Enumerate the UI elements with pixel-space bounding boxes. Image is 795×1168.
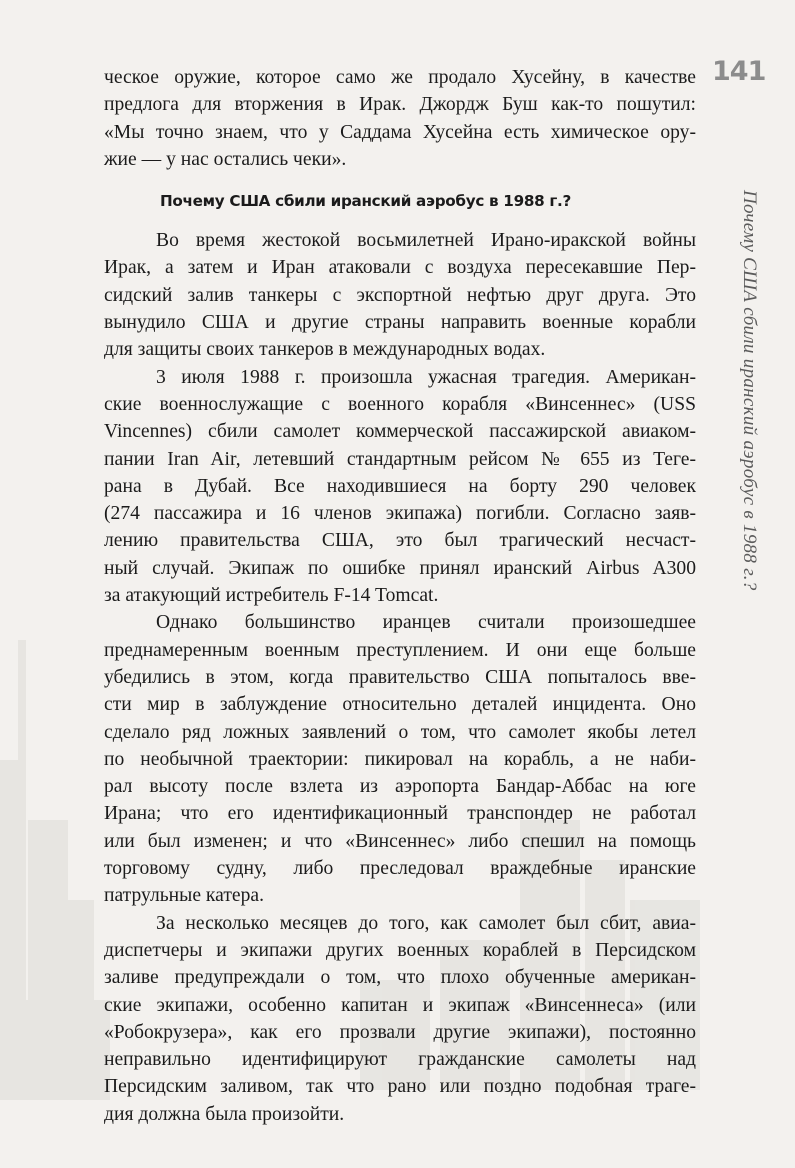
text-line: дия должна была произойти. [104, 1103, 345, 1125]
text-line: для защиты своих танкеров в международных водах. [104, 339, 546, 361]
text-line: Персидским заливом, так что рано или поздно подобная траге- [104, 1076, 696, 1098]
text-line: 3 июля 1988 г. произошла ужасная трагедия. Американ- [156, 366, 696, 388]
text-line: (274 пассажира и 16 членов экипажа) погибли. Согласно заяв- [104, 503, 696, 525]
text-line: заливе предупреждали о том, что плохо обученные американ- [104, 967, 696, 989]
text-line: лению правительства США, это был трагический несчаст- [104, 530, 696, 552]
text-line: предлога для вторжения в Ирак. Джордж Буш как-то пошутил: [104, 94, 696, 116]
running-head: Почему США сбили иранский аэробус в 1988 г.? [739, 190, 760, 591]
text-line: за атакующий истребитель F-14 Tomcat. [104, 585, 439, 607]
text-line: сти мир в заблуждение относительно деталей инцидента. Оно [104, 694, 696, 716]
text-line: неправильно идентифицируют гражданские самолеты над [104, 1049, 696, 1071]
text-line: рана в Дубай. Все находившиеся на борту 290 человек [104, 475, 696, 497]
text-line: Во время жестокой восьмилетней Ирано-иракской войны [156, 230, 696, 252]
page-number: 141 [712, 56, 766, 87]
body-text [104, 64, 696, 1128]
paragraph-5 [104, 910, 696, 1128]
text-line: Ирак, а затем и Иран атаковали с воздуха пересекавшие Пер- [104, 257, 696, 279]
text-line: по необычной траектории: пикировал на корабль, а не наби- [104, 748, 696, 770]
text-line: ный случай. Экипаж по ошибке принял иранский Airbus A300 [104, 557, 696, 579]
text-line: За несколько месяцев до того, как самолет был сбит, авиа- [156, 912, 696, 934]
text-line: убедились в этом, когда правительство США попыталось вве- [104, 666, 696, 688]
text-line: сделало ряд ложных заявлений о том, что самолет якобы летел [104, 721, 696, 743]
text-line: «Мы точно знаем, что у Саддама Хусейна есть химическое ору- [104, 121, 696, 143]
text-line: Vincennes) сбили самолет коммерческой пассажирской авиаком- [104, 421, 696, 443]
text-line: рал высоту после взлета из аэропорта Бандар-Аббас на юге [104, 776, 696, 798]
text-line: ские военнослужащие с военного корабля «Винсеннес» (USS [104, 393, 696, 415]
paragraph-3 [104, 364, 696, 610]
text-line: патрульные катера. [104, 885, 264, 907]
paragraph-2 [104, 227, 696, 363]
paragraph-1 [104, 64, 696, 173]
text-line: или был изменен; и что «Винсеннес» либо спешил на помощь [104, 830, 696, 852]
section-heading: Почему США сбили иранский аэробус в 1988 г.? [160, 192, 571, 211]
text-line: жие — у нас остались чеки». [104, 148, 347, 170]
text-line: диспетчеры и экипажи других военных кораблей в Персидском [104, 939, 696, 961]
text-line: ческое оружие, которое само же продало Хусейну, в качестве [104, 67, 696, 88]
text-line: «Робокрузера», как его прозвали другие экипажи), постоянно [104, 1021, 696, 1043]
text-line: Однако большинство иранцев считали произошедшее [156, 612, 696, 634]
text-line: пании Iran Air, летевший стандартным рейсом № 655 из Теге- [104, 448, 696, 470]
text-line: ские экипажи, особенно капитан и экипаж «Винсеннеса» (или [104, 994, 696, 1016]
text-line: преднамеренным военным преступлением. И они еще больше [104, 639, 696, 661]
text-line: торговому судну, либо преследовал враждебные иранские [104, 858, 696, 880]
text-line: вынудило США и другие страны направить военные корабли [104, 312, 696, 334]
text-line: Ирана; что его идентификационный транспондер не работал [104, 803, 696, 825]
text-line: сидский залив танкеры с экспортной нефтью друг друга. Это [104, 284, 696, 306]
paragraph-4 [104, 609, 696, 909]
